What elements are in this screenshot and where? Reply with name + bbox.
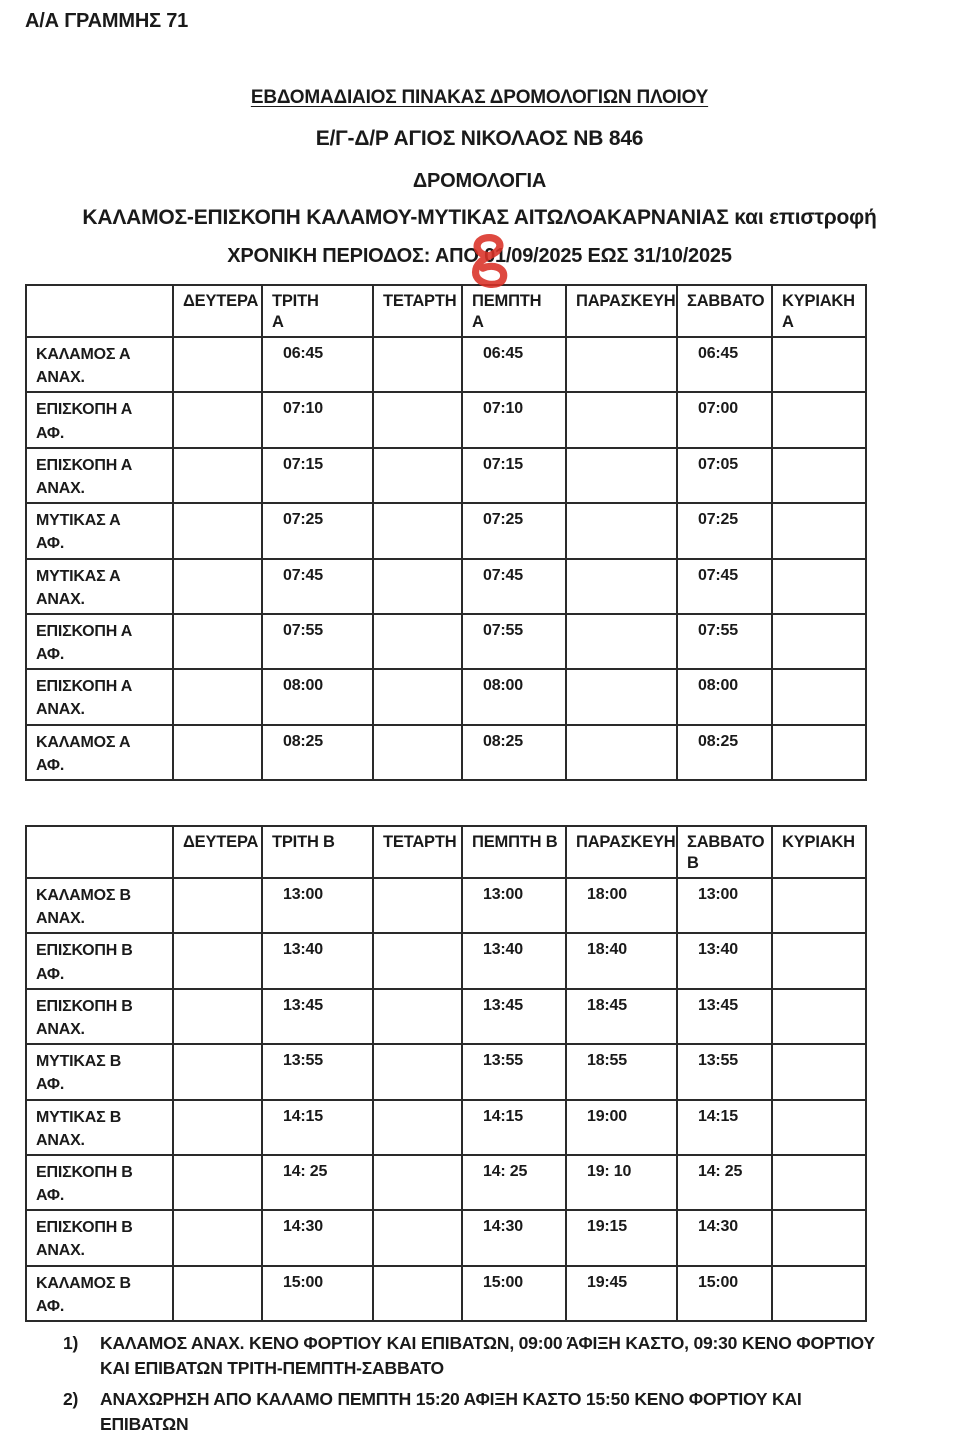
- schedule-row: [26, 669, 866, 724]
- time-cell: 13:00: [677, 878, 772, 933]
- time-cell: 19:15: [566, 1210, 677, 1265]
- station-cell: ΕΠΙΣΚΟΠΗ Β ΑΝΑΧ.: [26, 989, 173, 1044]
- time-cell: 13:00: [462, 878, 566, 933]
- empty-time-cell: [772, 1100, 866, 1155]
- schedule-row: [26, 933, 866, 988]
- route-description: ΚΑΛΑΜΟΣ-ΕΠΙΣΚΟΠΗ ΚΑΛΑΜΟΥ-ΜΥΤΙΚΑΣ ΑΙΤΩΛΟΑΚΑΡΝΑΝΙΑΣ και επιστροφή: [82, 206, 877, 229]
- time-cell: 07:55: [462, 614, 566, 669]
- line-reference: Α/Α ΓΡΑΜΜΗΣ 71: [25, 10, 189, 32]
- schedule-row: [26, 878, 866, 933]
- time-cell: 08:00: [462, 669, 566, 724]
- empty-time-cell: [772, 878, 866, 933]
- empty-time-cell: [566, 725, 677, 780]
- empty-time-cell: [772, 989, 866, 1044]
- footnotes-list: [63, 1331, 959, 1438]
- empty-time-cell: [173, 1100, 262, 1155]
- vessel-name: Ε/Γ-Δ/Ρ ΑΓΙΟΣ ΝΙΚΟΛΑΟΣ ΝΒ 846: [315, 127, 644, 150]
- empty-time-cell: [566, 614, 677, 669]
- time-cell: 18:40: [566, 933, 677, 988]
- empty-time-cell: [373, 392, 462, 447]
- time-cell: 14: 25: [262, 1155, 373, 1210]
- schedule-row: [26, 1100, 866, 1155]
- time-cell: 08:25: [262, 725, 373, 780]
- day-header-row: [26, 285, 866, 337]
- empty-time-cell: [373, 614, 462, 669]
- day-column-header: ΤΡΙΤΗ Α: [262, 285, 373, 337]
- footnote-number: 1): [63, 1333, 79, 1353]
- day-column-header: ΠΕΜΠΤΗ Β: [462, 826, 566, 878]
- time-cell: 18:00: [566, 878, 677, 933]
- time-cell: 07:45: [677, 559, 772, 614]
- footnote-number: 2): [63, 1388, 79, 1409]
- empty-time-cell: [373, 989, 462, 1044]
- station-cell: ΕΠΙΣΚΟΠΗ Α ΑΝΑΧ.: [26, 669, 173, 724]
- schedule-row: [26, 1155, 866, 1210]
- empty-time-cell: [772, 669, 866, 724]
- time-cell: 07:15: [462, 448, 566, 503]
- empty-time-cell: [173, 989, 262, 1044]
- time-cell: 07:00: [677, 392, 772, 447]
- footnote: [63, 1387, 959, 1438]
- time-cell: 13:40: [677, 933, 772, 988]
- time-cell: 13:45: [677, 989, 772, 1044]
- empty-time-cell: [373, 878, 462, 933]
- time-cell: 08:25: [462, 725, 566, 780]
- empty-time-cell: [772, 503, 866, 558]
- day-column-header: ΤΡΙΤΗ Β: [262, 826, 373, 878]
- footnote: [63, 1331, 959, 1382]
- empty-time-cell: [373, 725, 462, 780]
- empty-time-cell: [772, 1155, 866, 1210]
- station-cell: ΚΑΛΑΜΟΣ Α ΑΝΑΧ.: [26, 337, 173, 392]
- station-cell: ΜΥΤΙΚΑΣ Α ΑΝΑΧ.: [26, 559, 173, 614]
- day-header-row: [26, 826, 866, 878]
- schedule-row: [26, 448, 866, 503]
- empty-time-cell: [373, 337, 462, 392]
- empty-time-cell: [566, 669, 677, 724]
- schedule-row: [26, 725, 866, 780]
- time-cell: 06:45: [462, 337, 566, 392]
- time-cell: 07:25: [462, 503, 566, 558]
- station-cell: ΚΑΛΑΜΟΣ Β ΑΦ.: [26, 1266, 173, 1321]
- time-cell: 13:55: [677, 1044, 772, 1099]
- station-cell: ΕΠΙΣΚΟΠΗ Α ΑΝΑΧ.: [26, 448, 173, 503]
- station-cell: ΕΠΙΣΚΟΠΗ Α ΑΦ.: [26, 614, 173, 669]
- time-cell: 19:00: [566, 1100, 677, 1155]
- time-cell: 08:00: [262, 669, 373, 724]
- schedule-subtitle: ΔΡΟΜΟΛΟΓΙΑ: [412, 170, 547, 192]
- time-period: ΧΡΟΝΙΚΗ ΠΕΡΙΟΔΟΣ: ΑΠΟ 01/09/2025 ΕΩΣ 31/10/2025: [227, 245, 732, 267]
- time-cell: 07:10: [462, 392, 566, 447]
- empty-time-cell: [173, 503, 262, 558]
- time-cell: 07:05: [677, 448, 772, 503]
- time-cell: 07:10: [262, 392, 373, 447]
- empty-time-cell: [772, 614, 866, 669]
- empty-time-cell: [173, 337, 262, 392]
- station-cell: ΚΑΛΑΜΟΣ Β ΑΝΑΧ.: [26, 878, 173, 933]
- empty-time-cell: [373, 1155, 462, 1210]
- day-column-header: ΠΕΜΠΤΗ Α: [462, 285, 566, 337]
- empty-time-cell: [373, 448, 462, 503]
- time-cell: 14:30: [677, 1210, 772, 1265]
- time-cell: 18:55: [566, 1044, 677, 1099]
- day-column-header: ΠΑΡΑΣΚΕΥΗ: [566, 826, 677, 878]
- corner-cell: [26, 285, 173, 337]
- document-title: ΕΒΔΟΜΑΔΙΑΙΟΣ ΠΙΝΑΚΑΣ ΔΡΟΜΟΛΟΓΙΩΝ ΠΛΟΙΟΥ: [250, 87, 709, 108]
- time-cell: 14:15: [462, 1100, 566, 1155]
- empty-time-cell: [772, 337, 866, 392]
- schedule-row: [26, 337, 866, 392]
- day-column-header: ΣΑΒΒΑΤΟ Β: [677, 826, 772, 878]
- empty-time-cell: [173, 878, 262, 933]
- time-cell: 15:00: [462, 1266, 566, 1321]
- empty-time-cell: [772, 392, 866, 447]
- station-cell: ΕΠΙΣΚΟΠΗ Β ΑΝΑΧ.: [26, 1210, 173, 1265]
- time-cell: 13:55: [462, 1044, 566, 1099]
- station-cell: ΜΥΤΙΚΑΣ Β ΑΝΑΧ.: [26, 1100, 173, 1155]
- day-column-header: ΔΕΥΤΕΡΑ: [173, 285, 262, 337]
- empty-time-cell: [173, 614, 262, 669]
- time-cell: 19: 10: [566, 1155, 677, 1210]
- corner-cell: [26, 826, 173, 878]
- time-cell: 14:30: [262, 1210, 373, 1265]
- time-cell: 19:45: [566, 1266, 677, 1321]
- empty-time-cell: [566, 503, 677, 558]
- day-column-header: ΚΥΡΙΑΚΗ: [772, 826, 866, 878]
- day-column-header: ΤΕΤΑΡΤΗ: [373, 285, 462, 337]
- schedule-table-leg-a: [25, 284, 867, 781]
- empty-time-cell: [772, 725, 866, 780]
- time-cell: 14: 25: [462, 1155, 566, 1210]
- schedule-row: [26, 1210, 866, 1265]
- empty-time-cell: [373, 559, 462, 614]
- day-column-header: ΣΑΒΒΑΤΟ: [677, 285, 772, 337]
- empty-time-cell: [173, 1266, 262, 1321]
- station-cell: ΕΠΙΣΚΟΠΗ Α ΑΦ.: [26, 392, 173, 447]
- station-cell: ΕΠΙΣΚΟΠΗ Β ΑΦ.: [26, 933, 173, 988]
- time-cell: 13:00: [262, 878, 373, 933]
- time-cell: 07:15: [262, 448, 373, 503]
- empty-time-cell: [772, 559, 866, 614]
- empty-time-cell: [373, 503, 462, 558]
- station-cell: ΜΥΤΙΚΑΣ Β ΑΦ.: [26, 1044, 173, 1099]
- time-cell: 14:30: [462, 1210, 566, 1265]
- empty-time-cell: [173, 669, 262, 724]
- schedule-row: [26, 503, 866, 558]
- time-cell: 14:15: [262, 1100, 373, 1155]
- time-cell: 07:25: [262, 503, 373, 558]
- time-cell: 07:45: [262, 559, 373, 614]
- station-cell: ΚΑΛΑΜΟΣ Α ΑΦ.: [26, 725, 173, 780]
- day-column-header: ΤΕΤΑΡΤΗ: [373, 826, 462, 878]
- empty-time-cell: [772, 1210, 866, 1265]
- time-cell: 13:45: [262, 989, 373, 1044]
- time-cell: 13:55: [262, 1044, 373, 1099]
- empty-time-cell: [772, 1044, 866, 1099]
- schedule-row: [26, 1266, 866, 1321]
- time-cell: 18:45: [566, 989, 677, 1044]
- time-cell: 14: 25: [677, 1155, 772, 1210]
- time-cell: 13:40: [462, 933, 566, 988]
- empty-time-cell: [373, 1044, 462, 1099]
- empty-time-cell: [373, 1210, 462, 1265]
- empty-time-cell: [772, 933, 866, 988]
- time-cell: 07:55: [677, 614, 772, 669]
- empty-time-cell: [772, 448, 866, 503]
- time-cell: 15:00: [677, 1266, 772, 1321]
- time-cell: 14:15: [677, 1100, 772, 1155]
- time-cell: 07:55: [262, 614, 373, 669]
- empty-time-cell: [173, 448, 262, 503]
- station-cell: ΜΥΤΙΚΑΣ Α ΑΦ.: [26, 503, 173, 558]
- time-cell: 13:45: [462, 989, 566, 1044]
- empty-time-cell: [173, 559, 262, 614]
- day-column-header: ΔΕΥΤΕΡΑ: [173, 826, 262, 878]
- empty-time-cell: [173, 933, 262, 988]
- empty-time-cell: [566, 392, 677, 447]
- empty-time-cell: [173, 1155, 262, 1210]
- time-cell: 06:45: [262, 337, 373, 392]
- day-column-header: ΚΥΡΙΑΚΗ Α: [772, 285, 866, 337]
- empty-time-cell: [173, 1210, 262, 1265]
- footnote-text: ΑΝΑΧΩΡΗΣΗ ΑΠΟ ΚΑΛΑΜΟ ΠΕΜΠΤΗ 15:20 ΑΦΙΞΗ ΚΑΣΤΟ 15:50 ΚΕΝΟ ΦΟΡΤΙΟΥ ΚΑΙ ΕΠΙΒΑΤΩΝ: [100, 1388, 802, 1435]
- empty-time-cell: [566, 337, 677, 392]
- empty-time-cell: [173, 1044, 262, 1099]
- empty-time-cell: [173, 725, 262, 780]
- empty-time-cell: [173, 392, 262, 447]
- schedule-row: [26, 614, 866, 669]
- station-cell: ΕΠΙΣΚΟΠΗ Β ΑΦ.: [26, 1155, 173, 1210]
- time-cell: 13:40: [262, 933, 373, 988]
- empty-time-cell: [566, 448, 677, 503]
- day-column-header: ΠΑΡΑΣΚΕΥΗ: [566, 285, 677, 337]
- schedule-row: [26, 989, 866, 1044]
- time-cell: 07:45: [462, 559, 566, 614]
- time-cell: 07:25: [677, 503, 772, 558]
- schedule-row: [26, 392, 866, 447]
- time-cell: 08:00: [677, 669, 772, 724]
- document-headings: [0, 87, 959, 268]
- empty-time-cell: [566, 559, 677, 614]
- empty-time-cell: [373, 933, 462, 988]
- schedule-row: [26, 559, 866, 614]
- empty-time-cell: [772, 1266, 866, 1321]
- schedule-row: [26, 1044, 866, 1099]
- time-cell: 08:25: [677, 725, 772, 780]
- footnote-text: ΚΑΛΑΜΟΣ ΑΝΑΧ. ΚΕΝΟ ΦΟΡΤΙΟΥ ΚΑΙ ΕΠΙΒΑΤΩΝ, 09:00 ΆΦΙΞΗ ΚΑΣΤΟ, 09:30 ΚΕΝΟ ΦΟΡΤΙΟΥ ΚΑΙ ΕΠΙΒΑΤΩΝ ΤΡΙΤΗ-ΠΕΜΠΤΗ-ΣΑΒΒΑΤΟ: [100, 1333, 875, 1379]
- schedule-table-leg-b: [25, 825, 867, 1322]
- time-cell: 15:00: [262, 1266, 373, 1321]
- empty-time-cell: [373, 1266, 462, 1321]
- empty-time-cell: [373, 1100, 462, 1155]
- empty-time-cell: [373, 669, 462, 724]
- time-cell: 06:45: [677, 337, 772, 392]
